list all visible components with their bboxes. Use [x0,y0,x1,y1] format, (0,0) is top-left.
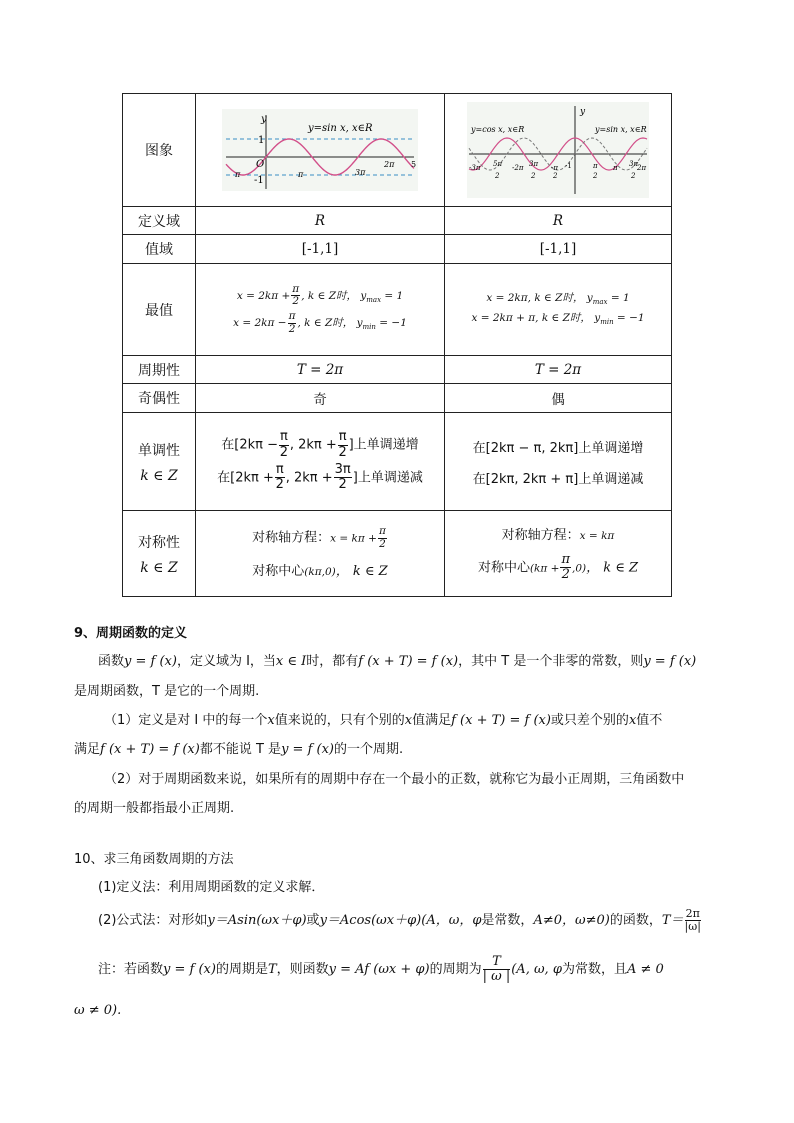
text: 为常数，且 [561,962,627,977]
text: = 1 [381,289,404,302]
text: = −1 [375,317,407,330]
cos-graph [467,102,649,198]
fraction [279,430,289,460]
section-10-title: 10、求三角函数周期的方法 [74,852,234,867]
section-10-item-1: (1)定义法：利用周期函数的定义求解． [98,880,325,895]
text: 在[2kπ − [221,437,279,453]
text: 是常数， [481,913,534,928]
sin-domain: R [196,207,445,235]
fraction [560,553,571,583]
text: x = 2kπ + [236,289,291,302]
section-10-note [98,950,758,990]
text: （1）定义是对 I 中的每一个 [104,713,268,728]
neg-one-label: -1 [565,162,572,170]
equation: T [267,962,277,977]
text: ， k ∈ Z [335,564,388,580]
equation: x [628,713,637,728]
text: 对称轴方程： [252,530,331,546]
text: ]上单调递减 [352,470,423,486]
fraction [275,463,285,493]
equation: x [404,713,413,728]
table-row [123,356,672,384]
sin-parity: 奇 [196,384,445,413]
text: ，其中 T 是一个非零的常数，则 [458,654,644,669]
equation: y = Af (ωx + φ) [328,962,430,977]
section-9-para-1 [98,655,758,668]
cos-parity: 偶 [445,384,672,413]
fraction [483,955,511,985]
tick-label: -π [551,164,558,172]
table-row [123,384,672,413]
text: 函数 [98,654,125,669]
denominator: | ω | [482,969,511,984]
cos-extrema [445,264,672,356]
sin-increasing [196,430,444,460]
equation: (A, ω, φ [511,962,562,977]
text: 或 [306,913,320,928]
text: ，定义域为 I，当 [176,654,276,669]
text: 的函数， [609,913,662,928]
numerator: π [292,282,300,295]
equation: x [267,713,275,728]
row-header: 定义域 [123,207,196,235]
subscript: max [366,296,382,305]
equation: (kπ,0) [304,566,336,579]
cos-symmetry [445,511,672,597]
text: ]上单调递增 [348,437,419,453]
cos-period: T = 2π [445,356,672,384]
equation: A ≠ 0 [626,962,664,977]
origin-label: O [256,159,265,170]
equation: y = f (x) [281,742,334,757]
sin-graph [222,109,418,191]
tick-label: -3π [469,164,481,172]
text: , k ∈ Z时， y [301,289,367,302]
equation: f (x + T) = f (x) [451,713,551,728]
fraction [338,430,348,460]
equation: f (x + T) = f (x) [100,742,200,757]
section-9-para-2 [104,714,764,727]
denominator: 2 [561,567,570,583]
tick-label: -2π [512,164,524,172]
equation: x = kπ + [330,532,377,545]
sin-monotonicity [196,413,445,511]
sin-range: [-1,1] [196,235,445,264]
tick-label: 2 [593,172,598,180]
text: 时，都有 [306,654,359,669]
cos-monotonicity [445,413,672,511]
equation: T＝ [661,913,684,928]
text: 对称轴方程： [501,528,580,544]
sin-period: T = 2π [196,356,445,384]
tick-label: 2 [553,172,558,180]
numerator: π [280,429,288,445]
text: ， k ∈ Z [586,560,639,576]
denominator: 2 [338,444,347,460]
section-9-para-3-cont: 的周期一般都指最小正周期. [74,801,235,816]
subscript: min [600,318,614,327]
numerator: π [378,525,386,538]
cos-decreasing: 在[2kπ, 2kπ + π]上单调递减 [472,471,644,487]
equation: y＝Asin(ωx＋φ) [207,913,307,928]
subscript: max [592,298,608,307]
equation: A≠0，ω≠0) [533,913,610,928]
text: 值满足 [412,713,452,728]
text: , 2kπ + [285,470,333,486]
sin-center [196,560,444,581]
sin-max-line [196,284,444,308]
tick-label: π [593,162,598,170]
text: 的周期是 [215,962,268,977]
row-header: 周期性 [123,356,196,384]
tick-label: 2 [631,172,636,180]
text: x = 2kπ + π, k ∈ Z时， y [471,312,601,324]
sin-graph-title: y=sin x, x∈R [308,123,373,134]
subscript: min [362,323,376,332]
row-header: 图象 [123,94,196,207]
row-header: 奇偶性 [123,384,196,413]
row-header [123,511,196,597]
table-row [123,264,672,356]
fraction [288,311,297,335]
text: 注：若函数 [98,962,164,977]
header-text: 对称性 [138,534,180,551]
numerator: π [561,552,570,568]
denominator: 2 [279,444,289,460]
denominator: 2 [379,537,386,550]
tick-label: 5 [411,160,417,169]
row-header [123,413,196,511]
tick-label: 3π [355,168,366,177]
y-axis-label: y [580,107,586,117]
numerator: 2π [685,906,700,920]
one-label: 1 [258,135,265,146]
trig-properties-table [122,93,672,597]
fraction [291,284,300,308]
sin-min-line [196,311,444,335]
text: , k ∈ Z时， y [297,317,363,330]
cos-center [445,553,671,583]
tick-label: 2π [637,164,647,172]
sin-decreasing [196,463,444,493]
header-subtext: k ∈ Z [140,559,178,576]
text: 在[2kπ + [217,470,274,486]
denominator: |ω| [684,920,701,933]
denominator: 2 [292,295,300,308]
denominator: 2 [275,477,284,493]
cos-range: [-1,1] [445,235,672,264]
text: = −1 [613,312,645,324]
section-9-title: 9、周期函数的定义 [74,626,188,641]
equation: ,0) [572,562,587,575]
equation: y＝Acos(ωx＋φ)(A，ω，φ [319,913,482,928]
row-header: 值域 [123,235,196,264]
text: 对称中心 [477,560,530,576]
table-row [123,94,672,207]
fraction [334,463,352,493]
sin-extrema [196,264,445,356]
equation: x ∈ I [275,654,307,669]
tick-label: π [298,170,304,179]
y-axis-label: y [261,114,267,125]
equation: f (x + T) = f (x) [358,654,459,669]
text: 值来说的，只有个别的 [274,713,405,728]
cos-domain: R [445,207,672,235]
section-9-para-2-cont [74,743,734,756]
text: 满足 [74,742,101,757]
text: x = 2kπ, k ∈ Z时， y [486,292,593,305]
fraction [378,526,387,550]
cos-increasing: 在[2kπ − π, 2kπ]上单调递增 [472,440,644,456]
cos-min-line [445,311,671,328]
section-9-para-3: （2）对于周期函数来说，如果所有的周期中存在一个最小的正数，就称它为最小正周期，三角函数中 [104,772,685,787]
header-text: 单调性 [138,442,180,459]
section-10-item-2 [98,904,758,938]
text: 对称中心 [252,564,305,580]
text: ，则函数 [276,962,329,977]
sin-symmetry [196,511,445,597]
tick-label: 5π [493,160,503,168]
cos-graph-title: y=cos x, x∈R [471,125,525,134]
table-row [123,207,672,235]
tick-label: 3π [529,160,539,168]
denominator: 2 [288,322,296,335]
tick-label: π [235,170,241,179]
text: 的周期为 [429,962,482,977]
numerator: 3π [334,462,351,477]
numerator: T [483,955,511,970]
text: 或只差个别的 [550,713,629,728]
table-row [123,235,672,264]
equation: y = f (x) [163,962,216,977]
text: 都不能说 T 是 [199,742,282,757]
text: (2)公式法：对形如 [98,913,208,928]
table-row [123,511,672,597]
denominator: 2 [338,477,347,493]
tick-label: 3π [629,160,639,168]
sin-graph-cell [196,94,445,207]
numerator: π [275,462,284,477]
section-9-para-1-cont: 是周期函数，T 是它的一个周期. [74,684,260,699]
header-subtext: k ∈ Z [140,467,178,484]
cos-graph-cell [445,94,672,207]
text: , 2kπ + [289,437,337,453]
cos-axis [445,524,671,545]
table-row [123,413,672,511]
tick-label: π [613,164,618,172]
tick-label: 2 [495,172,500,180]
equation: (kπ + [529,562,560,575]
text: 值不 [636,713,663,728]
text: = 1 [607,292,630,305]
cos-max-line [445,291,671,308]
neg-one-label: -1 [254,175,264,186]
numerator: π [288,310,296,322]
equation: x = kπ [579,530,615,543]
section-10-note-cont: ω ≠ 0). [74,1003,122,1018]
sin-axis [196,526,444,550]
numerator: π [338,429,347,445]
equation: y = f (x) [124,654,177,669]
equation: y = f (x) [643,654,697,669]
text: 的一个周期. [333,742,404,757]
fraction [685,908,701,933]
row-header: 最值 [123,264,196,356]
text: x = 2kπ − [233,317,287,330]
tick-label: 2 [531,172,536,180]
sin-graph-title-2: y=sin x, x∈R [595,125,647,134]
tick-label: 2π [384,160,395,169]
